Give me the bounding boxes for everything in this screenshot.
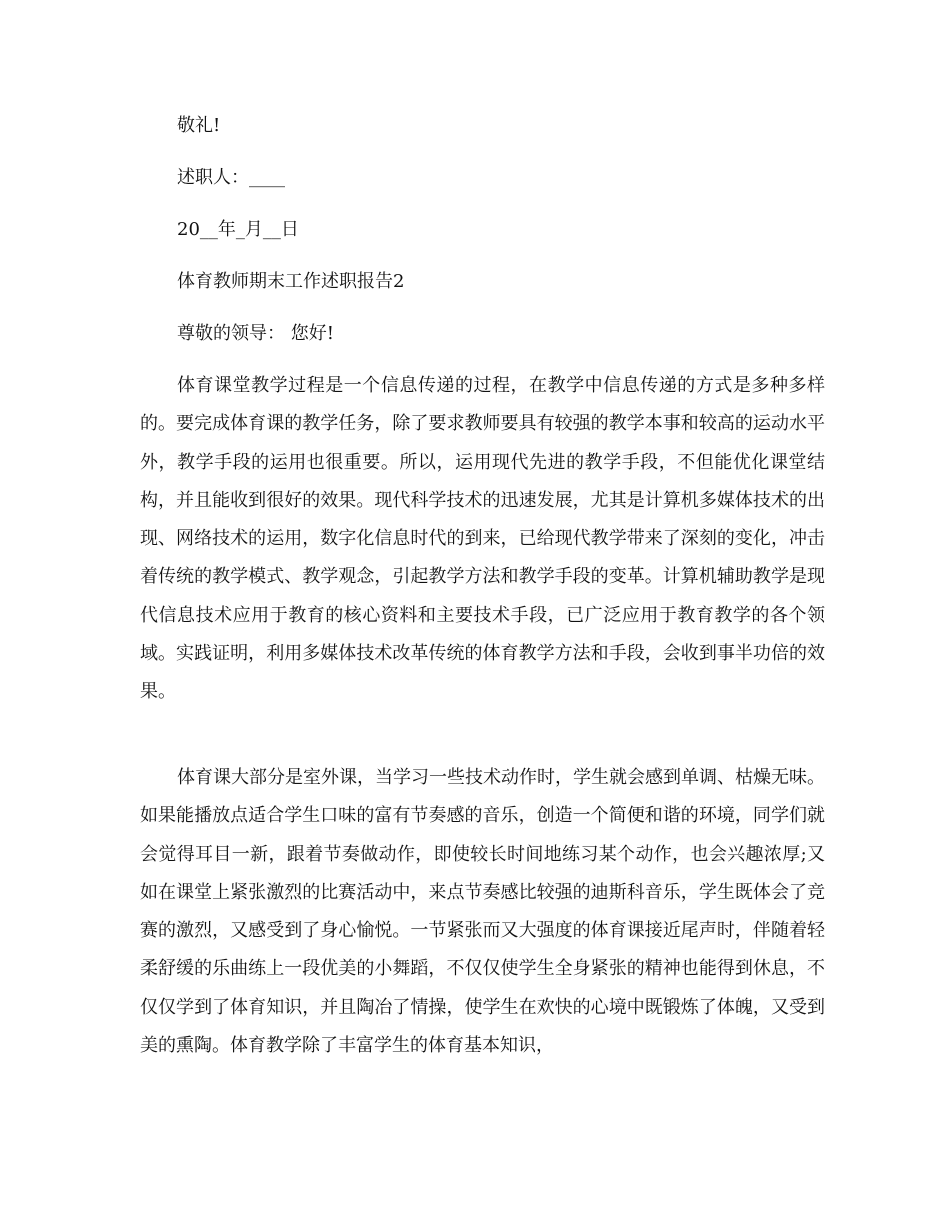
- body-paragraph-2: 体育课大部分是室外课，当学习一些技术动作时，学生就会感到单调、枯燥无味。如果能播放点适合学生口味的富有节奏感的音乐，创造一个简便和谐的环境，同学们就会觉得耳目一新，跟着节奏做动作，即使较长时间地练习某个动作，也会兴趣浓厚;又如在课堂上紧张激烈的比赛活动中，来点节奏感比较强的迪斯科音乐，学生既体会了竞赛的激烈，又感受到了身心愉悦。一节紧张而又大强度的体育课接近尾声时，伴随着轻柔舒缓的乐曲练上一段优美的小舞蹈，不仅仅使学生全身紧张的精神也能得到休息，不仅仅学到了体育知识，并且陶冶了情操，使学生在欢快的心境中既锻炼了体魄，又受到美的熏陶。体育教学除了丰富学生的体育基本知识，: [140, 767, 825, 1057]
- body-paragraph-1: 体育课堂教学过程是一个信息传递的过程，在教学中信息传递的方式是多种多样的。要完成体育课的教学任务，除了要求教师要具有较强的教学本事和较高的运动水平外，教学手段的运用也很重要。所以，运用现代先进的教学手段，不但能优化课堂结构，并且能收到很好的效果。现代科学技术的迅速发展，尤其是计算机多媒体技术的出现、网络技术的运用，数字化信息时代的到来，已给现代教学带来了深刻的变化，冲击着传统的教学模式、教学观念，引起教学方法和教学手段的变革。计算机辅助教学是现代信息技术应用于教育的核心资料和主要技术手段，已广泛应用于教育教学的各个领域。实践证明，利用多媒体技术改革传统的体育教学方法和手段，会收到事半功倍的效果。: [140, 375, 825, 703]
- report-title: 体育教师期末工作述职报告2: [177, 271, 405, 292]
- signature-line: 述职人：____: [177, 167, 285, 188]
- salutation-line: 尊敬的领导： 您好!: [177, 323, 334, 344]
- closing-line: 敬礼!: [177, 115, 221, 136]
- date-line: 20__年_月__日: [177, 219, 299, 240]
